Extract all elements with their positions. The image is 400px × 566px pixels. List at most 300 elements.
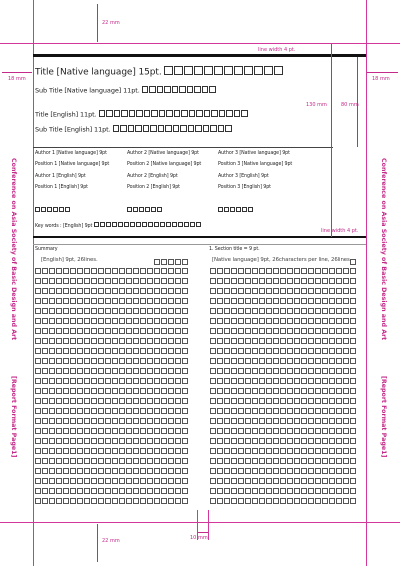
grid-cell: [336, 308, 342, 314]
grid-cell: [98, 268, 104, 274]
grid-cell: [35, 498, 41, 504]
grid-cell: [112, 348, 118, 354]
placeholder-box: [234, 66, 243, 75]
grid-cell: [210, 348, 216, 354]
grid-cell: [42, 268, 48, 274]
grid-cell: [322, 268, 328, 274]
grid-cell: [287, 418, 293, 424]
grid-cell: [168, 348, 174, 354]
grid-cell: [147, 388, 153, 394]
grid-cell: [315, 458, 321, 464]
grid-cell: [252, 268, 258, 274]
grid-cell: [294, 268, 300, 274]
grid-row: [210, 398, 356, 404]
grid-cell: [35, 428, 41, 434]
grid-cell: [154, 378, 160, 384]
grid-cell: [245, 288, 251, 294]
grid-cell: [308, 328, 314, 334]
grid-cell: [84, 268, 90, 274]
grid-cell: [245, 368, 251, 374]
placeholder-box: [196, 222, 201, 227]
grid-cell: [147, 398, 153, 404]
placeholder-box: [159, 110, 166, 117]
grid-cell: [322, 418, 328, 424]
grid-cell: [280, 368, 286, 374]
grid-cell: [98, 498, 104, 504]
grid-cell: [224, 448, 230, 454]
placeholder-box: [136, 110, 143, 117]
top-margin-arrow: [97, 4, 98, 42]
placeholder-box: [181, 110, 188, 117]
grid-cell: [217, 358, 223, 364]
grid-cell: [336, 318, 342, 324]
author-2-boxes: [127, 197, 163, 216]
grid-cell: [126, 408, 132, 414]
grid-cell: [84, 348, 90, 354]
grid-cell: [287, 348, 293, 354]
grid-cell: [105, 388, 111, 394]
grid-cell: [98, 328, 104, 334]
grid-cell: [315, 288, 321, 294]
grid-cell: [322, 398, 328, 404]
placeholder-box: [187, 86, 194, 93]
grid-cell: [77, 368, 83, 374]
grid-cell: [133, 298, 139, 304]
grid-cell: [140, 478, 146, 484]
grid-cell: [154, 418, 160, 424]
grid-cell: [168, 278, 174, 284]
bottom-margin-guide: [0, 522, 400, 523]
grid-cell: [49, 438, 55, 444]
grid-cell: [105, 398, 111, 404]
grid-cell: [63, 468, 69, 474]
grid-cell: [168, 448, 174, 454]
grid-cell: [133, 438, 139, 444]
grid-cell: [112, 378, 118, 384]
grid-cell: [133, 448, 139, 454]
grid-cell: [322, 348, 328, 354]
grid-cell: [49, 268, 55, 274]
grid-cell: [231, 358, 237, 364]
grid-cell: [182, 348, 188, 354]
grid-cell: [133, 498, 139, 504]
grid-cell: [350, 268, 356, 274]
grid-cell: [280, 438, 286, 444]
placeholder-box: [35, 207, 40, 212]
grid-cell: [168, 458, 174, 464]
grid-row: [210, 338, 356, 344]
grid-cell: [175, 318, 181, 324]
grid-cell: [280, 318, 286, 324]
grid-cell: [273, 278, 279, 284]
grid-cell: [273, 468, 279, 474]
placeholder-box: [226, 110, 233, 117]
grid-cell: [217, 468, 223, 474]
grid-cell: [105, 268, 111, 274]
grid-cell: [350, 318, 356, 324]
grid-cell: [294, 498, 300, 504]
grid-cell: [147, 498, 153, 504]
grid-cell: [168, 388, 174, 394]
grid-cell: [315, 338, 321, 344]
grid-row: [210, 298, 356, 304]
grid-cell: [133, 378, 139, 384]
grid-cell: [210, 448, 216, 454]
grid-cell: [140, 348, 146, 354]
grid-cell: [98, 378, 104, 384]
placeholder-box: [196, 110, 203, 117]
grid-cell: [91, 488, 97, 494]
grid-cell: [133, 468, 139, 474]
grid-row: [35, 308, 188, 314]
grid-cell: [259, 378, 265, 384]
grid-cell: [245, 278, 251, 284]
grid-cell: [77, 458, 83, 464]
grid-cell: [35, 318, 41, 324]
grid-cell: [140, 358, 146, 364]
grid-cell: [42, 318, 48, 324]
grid-cell: [105, 498, 111, 504]
grid-cell: [238, 358, 244, 364]
grid-cell: [112, 288, 118, 294]
grid-cell: [343, 338, 349, 344]
grid-cell: [224, 328, 230, 334]
grid-cell: [91, 478, 97, 484]
placeholder-box: [179, 86, 186, 93]
grid-cell: [161, 318, 167, 324]
grid-cell: [280, 308, 286, 314]
grid-cell: [294, 438, 300, 444]
grid-cell: [245, 468, 251, 474]
grid-cell: [217, 418, 223, 424]
grid-cell: [126, 288, 132, 294]
page-subtitle: Sub Title [Native language] 11pt.: [35, 86, 140, 95]
grid-cell: [175, 478, 181, 484]
grid-cell: [231, 338, 237, 344]
grid-cell: [84, 338, 90, 344]
author-1-en: Author 1 [English] 9pt: [35, 174, 86, 179]
grid-cell: [56, 398, 62, 404]
grid-cell: [252, 438, 258, 444]
grid-cell: [70, 348, 76, 354]
grid-cell: [161, 388, 167, 394]
grid-row: [210, 428, 356, 434]
grid-cell: [224, 298, 230, 304]
grid-cell: [217, 448, 223, 454]
grid-cell: [126, 468, 132, 474]
placeholder-box: [154, 222, 159, 227]
grid-cell: [119, 378, 125, 384]
grid-row: [210, 288, 356, 294]
grid-cell: [259, 298, 265, 304]
grid-cell: [98, 448, 104, 454]
grid-cell: [42, 388, 48, 394]
grid-cell: [266, 428, 272, 434]
grid-cell: [70, 378, 76, 384]
grid-cell: [49, 288, 55, 294]
grid-cell: [308, 268, 314, 274]
grid-row: [210, 418, 356, 424]
grid-cell: [217, 488, 223, 494]
grid-cell: [154, 488, 160, 494]
grid-cell: [112, 408, 118, 414]
grid-cell: [308, 408, 314, 414]
grid-cell: [238, 478, 244, 484]
grid-row: [154, 259, 188, 265]
grid-cell: [315, 328, 321, 334]
grid-cell: [35, 458, 41, 464]
grid-cell: [245, 498, 251, 504]
grid-cell: [322, 488, 328, 494]
placeholder-box: [219, 110, 226, 117]
grid-cell: [126, 308, 132, 314]
grid-cell: [280, 338, 286, 344]
grid-cell: [224, 268, 230, 274]
grid-cell: [161, 408, 167, 414]
grid-cell: [329, 328, 335, 334]
grid-cell: [154, 428, 160, 434]
grid-cell: [112, 438, 118, 444]
grid-cell: [77, 358, 83, 364]
grid-cell: [231, 488, 237, 494]
grid-cell: [77, 478, 83, 484]
author-3-native: Author 3 [Native language] 9pt: [218, 151, 290, 156]
grid-cell: [154, 358, 160, 364]
placeholder-box: [209, 86, 216, 93]
grid-cell: [70, 398, 76, 404]
grid-cell: [224, 318, 230, 324]
grid-cell: [238, 348, 244, 354]
grid-cell: [336, 338, 342, 344]
grid-cell: [182, 278, 188, 284]
grid-cell: [105, 438, 111, 444]
grid-cell: [231, 368, 237, 374]
grid-cell: [63, 428, 69, 434]
grid-cell: [49, 348, 55, 354]
grid-row: [35, 348, 188, 354]
grid-cell: [238, 458, 244, 464]
grid-cell: [112, 388, 118, 394]
grid-cell: [224, 368, 230, 374]
grid-cell: [287, 438, 293, 444]
grid-cell: [343, 268, 349, 274]
grid-cell: [294, 398, 300, 404]
grid-cell: [168, 268, 174, 274]
grid-cell: [140, 378, 146, 384]
grid-cell: [294, 448, 300, 454]
grid-cell: [35, 288, 41, 294]
left-margin-guide: [33, 0, 34, 566]
grid-cell: [336, 438, 342, 444]
grid-cell: [315, 488, 321, 494]
grid-cell: [147, 468, 153, 474]
grid-cell: [301, 268, 307, 274]
grid-cell: [154, 278, 160, 284]
grid-cell: [56, 278, 62, 284]
grid-cell: [322, 388, 328, 394]
grid-cell: [301, 478, 307, 484]
grid-cell: [224, 308, 230, 314]
grid-cell: [301, 288, 307, 294]
grid-cell: [119, 318, 125, 324]
grid-cell: [119, 468, 125, 474]
grid-cell: [238, 488, 244, 494]
grid-cell: [140, 288, 146, 294]
left-side-label: Conference on Asia Society of Basic Design and Art: [10, 158, 17, 341]
grid-cell: [182, 328, 188, 334]
grid-cell: [336, 288, 342, 294]
grid-row: [210, 458, 356, 464]
grid-cell: [77, 448, 83, 454]
grid-cell: [336, 298, 342, 304]
grid-cell: [42, 308, 48, 314]
grid-cell: [42, 328, 48, 334]
grid-cell: [224, 398, 230, 404]
grid-cell: [294, 348, 300, 354]
grid-cell: [98, 368, 104, 374]
grid-cell: [105, 378, 111, 384]
title-en-line: [35, 110, 249, 119]
grid-cell: [105, 408, 111, 414]
grid-cell: [217, 328, 223, 334]
grid-cell: [63, 438, 69, 444]
grid-cell: [329, 368, 335, 374]
grid-cell: [42, 408, 48, 414]
grid-cell: [35, 368, 41, 374]
grid-cell: [336, 368, 342, 374]
grid-cell: [336, 448, 342, 454]
grid-cell: [105, 308, 111, 314]
grid-cell: [280, 268, 286, 274]
grid-row: [210, 348, 356, 354]
grid-cell: [350, 398, 356, 404]
grid-cell: [315, 398, 321, 404]
grid-cell: [63, 358, 69, 364]
grid-cell: [315, 278, 321, 284]
grid-cell: [336, 498, 342, 504]
grid-row: [35, 368, 188, 374]
grid-cell: [294, 338, 300, 344]
grid-row: [35, 278, 188, 284]
grid-cell: [287, 408, 293, 414]
position-3-en: Position 3 [English] 9pt: [218, 185, 271, 190]
grid-cell: [42, 278, 48, 284]
grid-cell: [49, 278, 55, 284]
header-inner-label: 80 mm: [341, 102, 359, 108]
grid-row: [210, 358, 356, 364]
grid-cell: [266, 378, 272, 384]
placeholder-box: [218, 125, 225, 132]
grid-cell: [56, 318, 62, 324]
grid-cell: [140, 278, 146, 284]
grid-cell: [343, 378, 349, 384]
grid-cell: [63, 418, 69, 424]
grid-cell: [147, 428, 153, 434]
grid-cell: [42, 488, 48, 494]
grid-row: [35, 468, 188, 474]
grid-cell: [70, 458, 76, 464]
grid-cell: [140, 488, 146, 494]
grid-cell: [217, 318, 223, 324]
grid-cell: [182, 478, 188, 484]
grid-cell: [77, 298, 83, 304]
grid-cell: [322, 458, 328, 464]
grid-cell: [63, 288, 69, 294]
grid-cell: [126, 358, 132, 364]
grid-cell: [98, 478, 104, 484]
author-2-native: Author 2 [Native language] 9pt: [127, 151, 199, 156]
grid-cell: [91, 458, 97, 464]
grid-cell: [147, 418, 153, 424]
grid-cell: [259, 368, 265, 374]
grid-cell: [238, 378, 244, 384]
grid-cell: [84, 388, 90, 394]
grid-cell: [329, 268, 335, 274]
grid-cell: [42, 458, 48, 464]
grid-row: [35, 418, 188, 424]
grid-cell: [245, 328, 251, 334]
grid-cell: [343, 408, 349, 414]
grid-cell: [42, 418, 48, 424]
grid-cell: [154, 458, 160, 464]
grid-cell: [84, 438, 90, 444]
grid-cell: [245, 458, 251, 464]
grid-cell: [245, 358, 251, 364]
grid-cell: [301, 328, 307, 334]
grid-cell: [287, 498, 293, 504]
grid-cell: [343, 488, 349, 494]
grid-cell: [98, 338, 104, 344]
grid-cell: [154, 259, 160, 265]
grid-cell: [168, 488, 174, 494]
grid-cell: [287, 278, 293, 284]
placeholder-box: [151, 207, 156, 212]
grid-cell: [84, 288, 90, 294]
grid-cell: [182, 408, 188, 414]
grid-cell: [161, 478, 167, 484]
grid-cell: [266, 498, 272, 504]
grid-cell: [98, 418, 104, 424]
grid-cell: [63, 458, 69, 464]
grid-cell: [168, 318, 174, 324]
grid-cell: [84, 358, 90, 364]
grid-cell: [140, 328, 146, 334]
grid-cell: [210, 418, 216, 424]
grid-cell: [42, 288, 48, 294]
grid-cell: [77, 408, 83, 414]
grid-cell: [294, 388, 300, 394]
grid-row: [35, 338, 188, 344]
grid-cell: [70, 408, 76, 414]
grid-cell: [168, 398, 174, 404]
grid-cell: [154, 338, 160, 344]
grid-cell: [119, 308, 125, 314]
grid-cell: [343, 358, 349, 364]
grid-cell: [175, 338, 181, 344]
right-margin-arrow: [367, 72, 398, 73]
placeholder-box: [173, 125, 180, 132]
grid-cell: [245, 408, 251, 414]
placeholder-box: [118, 222, 123, 227]
grid-cell: [252, 298, 258, 304]
grid-cell: [154, 318, 160, 324]
grid-cell: [287, 318, 293, 324]
grid-cell: [133, 308, 139, 314]
grid-cell: [112, 298, 118, 304]
grid-cell: [322, 318, 328, 324]
line-width-top-label: line width 4 pt.: [258, 47, 296, 53]
grid-cell: [147, 348, 153, 354]
